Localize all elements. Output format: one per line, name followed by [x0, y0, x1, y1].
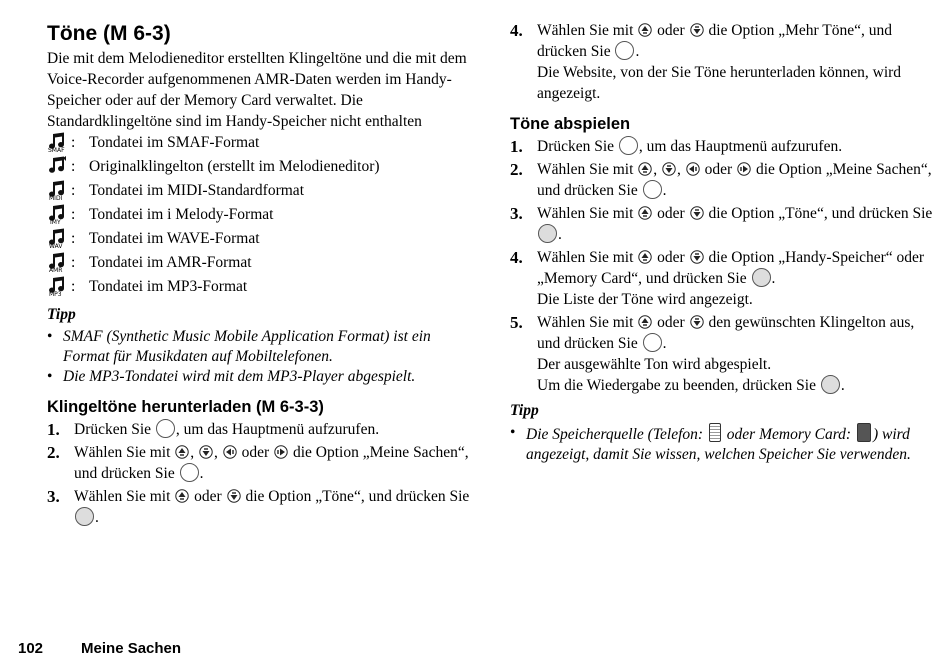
- step-item: 3. Wählen Sie mit oder die Option „Töne“, und drücken Sie .: [47, 487, 470, 526]
- intro-paragraph: Die mit dem Melodieneditor erstellten Klingeltöne und die mit dem Voice-Recorder aufgenommenen AMR-Daten werden im Handy-Speicher oder auf der Memory Card verwaltet. Die Standardklingeltöne sind im Handy-Speicher nicht enthalten: [47, 50, 467, 130]
- format-text: Tondatei im MP3-Format: [89, 278, 248, 295]
- tips-list: [47, 327, 472, 387]
- center-key-icon: [180, 463, 199, 482]
- nav-up-icon: [638, 162, 652, 176]
- step-item: 2. Wählen Sie mit , , oder die Option „Meine Sachen“, und drücken Sie .: [510, 160, 932, 199]
- wave-note-icon: WAV: [47, 228, 69, 250]
- format-text: Tondatei im MIDI-Standardformat: [89, 182, 304, 199]
- memory-card-icon: [857, 423, 871, 442]
- footer-section-title: Meine Sachen: [81, 640, 182, 657]
- format-item-imelody: IMY : Tondatei im i Melody-Format: [47, 204, 472, 228]
- nav-up-icon: [638, 23, 652, 37]
- right-column: [510, 0, 935, 465]
- midi-note-icon: MIDI: [47, 180, 69, 202]
- nav-up-icon: [638, 250, 652, 264]
- tips-list: [510, 423, 935, 465]
- nav-down-icon: [199, 445, 213, 459]
- download-steps-cont: [510, 20, 935, 104]
- format-text: Tondatei im AMR-Format: [89, 254, 252, 271]
- mp3-note-icon: MP3: [47, 276, 69, 298]
- format-text: Tondatei im i Melody-Format: [89, 206, 274, 223]
- tipp-label: Tipp: [47, 306, 76, 323]
- nav-down-icon: [690, 23, 704, 37]
- nav-down-icon: [690, 250, 704, 264]
- section-title-download: Klingeltöne herunterladen (M 6-3-3): [47, 398, 324, 416]
- nav-right-icon: [737, 162, 751, 176]
- softkey-icon: [821, 375, 840, 394]
- step-item: 5. Wählen Sie mit oder den gewünschten Klingelton aus, und drücken Sie . Der ausgewählte Ton wird abgespielt. Um die Wiedergabe zu beenden, drücken Sie .: [510, 313, 915, 394]
- step-item: 1. Drücken Sie , um das Hauptmenü aufzurufen.: [510, 137, 843, 156]
- tipp-label: Tipp: [510, 402, 539, 419]
- download-steps: [47, 419, 472, 528]
- softkey-icon: [538, 224, 557, 243]
- format-item-original: : Originalklingelton (erstellt im Melodieneditor): [47, 156, 472, 180]
- play-steps: [510, 136, 935, 396]
- center-key-icon: [156, 419, 175, 438]
- original-ringtone-icon: [47, 156, 69, 178]
- amr-note-icon: AMR: [47, 252, 69, 274]
- nav-left-icon: [686, 162, 700, 176]
- format-text: Originalklingelton (erstellt im Melodieneditor): [89, 158, 380, 175]
- format-item-smaf: SMAF : Tondatei im SMAF-Format: [48, 134, 260, 154]
- step-item: 2. Wählen Sie mit , , oder die Option „Meine Sachen“, und drücken Sie .: [47, 443, 469, 482]
- nav-up-icon: [175, 489, 189, 503]
- nav-up-icon: [638, 315, 652, 329]
- nav-left-icon: [223, 445, 237, 459]
- imelody-note-icon: IMY: [47, 204, 69, 226]
- center-key-icon: [643, 180, 662, 199]
- step-item: 1. Drücken Sie , um das Hauptmenü aufzurufen.: [47, 420, 380, 439]
- page-number: 102: [18, 640, 44, 657]
- format-text: Tondatei im WAVE-Format: [89, 230, 260, 247]
- center-key-icon: [643, 333, 662, 352]
- center-key-icon: [615, 41, 634, 60]
- phone-memory-icon: [709, 423, 721, 442]
- section-title-play: Töne abspielen: [510, 115, 631, 133]
- tip-item: • SMAF (Synthetic Music Mobile Application Format) ist ein Format für Musikdaten auf Mobiltelefonen.: [47, 327, 472, 367]
- format-text: Tondatei im SMAF-Format: [89, 134, 260, 151]
- center-key-icon: [619, 136, 638, 155]
- page-footer: [18, 638, 181, 659]
- left-column: [47, 0, 472, 530]
- tip-item: • Die MP3-Tondatei wird mit dem MP3-Player abgespielt.: [47, 367, 472, 387]
- nav-down-icon: [662, 162, 676, 176]
- format-list: [47, 132, 472, 300]
- nav-down-icon: [690, 315, 704, 329]
- nav-up-icon: [638, 206, 652, 220]
- format-item-mp3: MP3 : Tondatei im MP3-Format: [49, 278, 248, 298]
- page-title: Töne (M 6-3): [47, 22, 171, 45]
- format-item-midi: MIDI : Tondatei im MIDI-Standardformat: [49, 182, 304, 202]
- softkey-icon: [752, 268, 771, 287]
- nav-down-icon: [227, 489, 241, 503]
- smaf-note-icon: SMAF: [47, 132, 69, 154]
- format-item-wave: WAV : Tondatei im WAVE-Format: [49, 230, 260, 250]
- format-item-amr: AMR : Tondatei im AMR-Format: [49, 254, 252, 274]
- tip-item: • Die Speicherquelle (Telefon: oder Memory Card: ) wird angezeigt, damit Sie wissen, welchen Speicher Sie verwenden.: [510, 423, 935, 465]
- step-item: 3. Wählen Sie mit oder die Option „Töne“, und drücken Sie .: [510, 204, 933, 243]
- step-item: 4. Wählen Sie mit oder die Option „Mehr Töne“, und drücken Sie . Die Website, von der Sie Töne herunterladen können, wird angezeigt.: [510, 21, 902, 102]
- nav-down-icon: [690, 206, 704, 220]
- step-item: 4. Wählen Sie mit oder die Option „Handy-Speicher“ oder „Memory Card“, und drücken Sie . Die Liste der Töne wird angezeigt.: [510, 248, 925, 308]
- nav-up-icon: [175, 445, 189, 459]
- softkey-icon: [75, 507, 94, 526]
- nav-right-icon: [274, 445, 288, 459]
